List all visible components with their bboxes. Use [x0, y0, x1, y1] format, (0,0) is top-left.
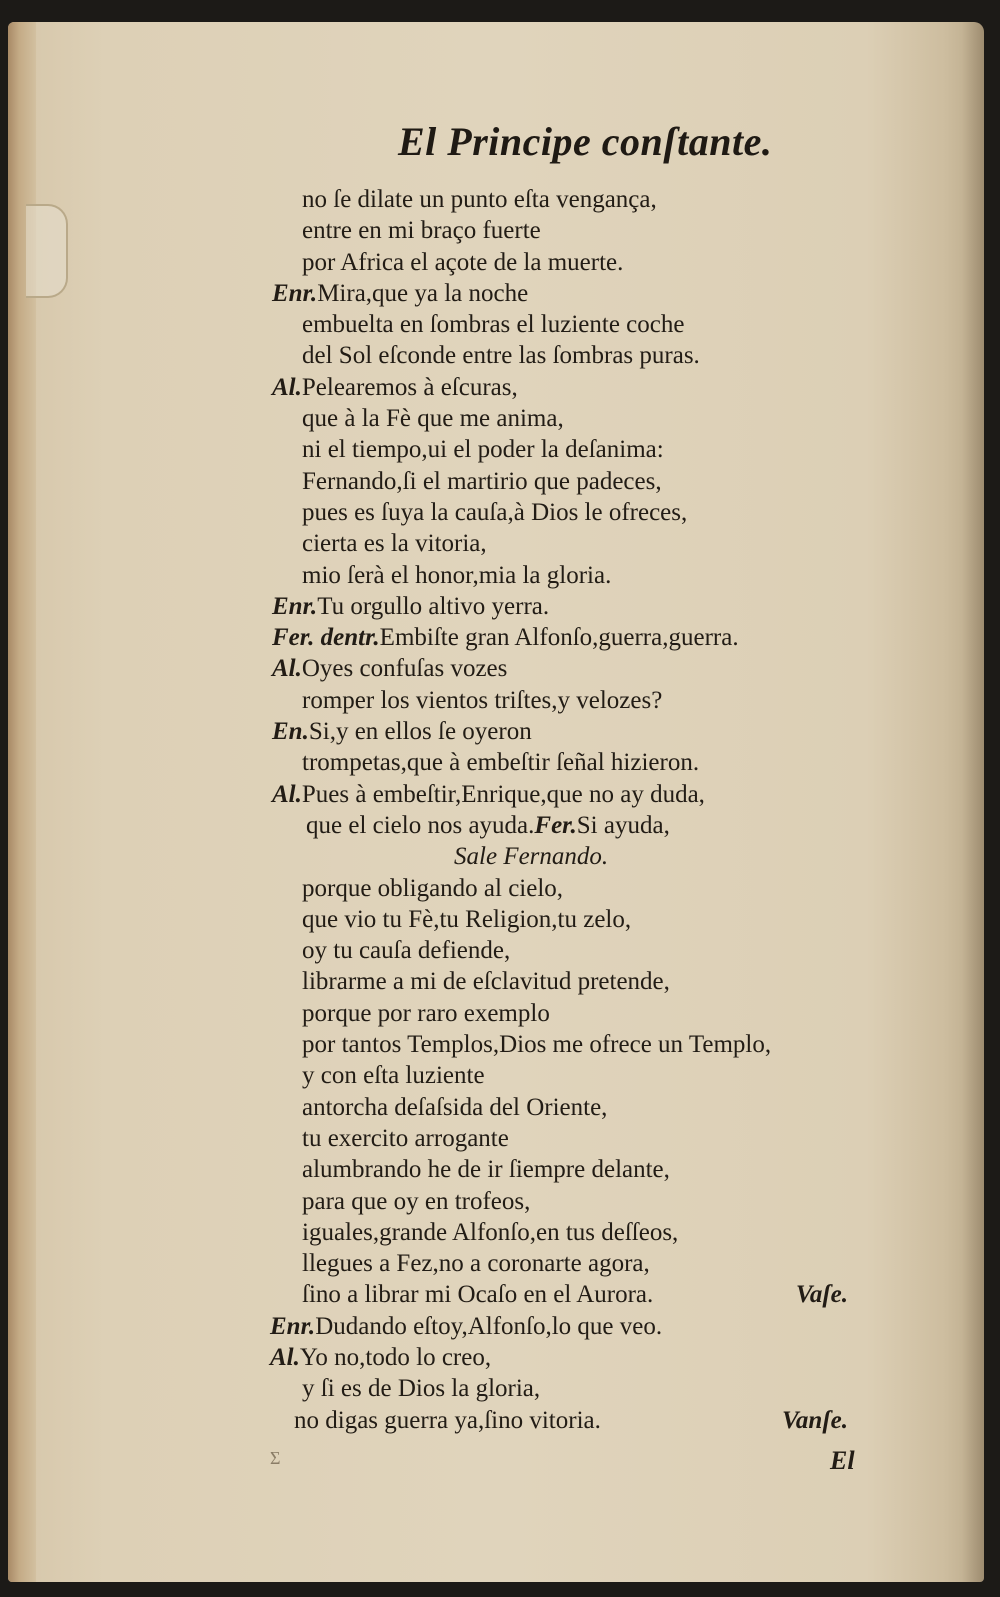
verse-text: Pues à embeſtir,Enrique,que no ay duda,	[301, 780, 705, 808]
verse-line	[268, 1248, 848, 1279]
verse-line	[268, 466, 848, 497]
speaker-name: Enr.	[270, 1312, 316, 1340]
verse-text: cierta es la vitoria,	[302, 530, 487, 558]
verse-text: por Africa el açote de la muerte.	[302, 248, 624, 276]
stage-direction: Vaſe.	[795, 1281, 848, 1309]
verse-line	[268, 685, 848, 716]
verse-line	[268, 184, 848, 215]
verse-text: trompetas,que à embeſtir ſeñal hizieron.	[302, 749, 700, 777]
speaker-name: Al.	[272, 373, 302, 401]
verse-line	[268, 434, 848, 465]
verse-line	[268, 372, 848, 403]
verse-text: y con eſta luziente	[302, 1062, 485, 1090]
verse-text: no digas guerra ya,ſino vitoria.	[294, 1406, 601, 1434]
verse-line	[268, 716, 848, 747]
stage-direction: Sale Fernando.	[454, 843, 609, 871]
verse-text: ni el tiempo,ui el poder la deſanima:	[302, 436, 664, 464]
verse-text: Embiſte gran Alfonſo,guerra,guerra.	[379, 624, 739, 652]
verse-line	[268, 403, 848, 434]
running-head: El Principe conſtante.	[398, 119, 773, 164]
verse-line	[268, 278, 848, 309]
speaker-name: Al.	[270, 1343, 300, 1371]
verse-line	[268, 1217, 848, 1248]
verse-line	[268, 497, 848, 528]
verse-line	[268, 1405, 848, 1436]
verse-text: Oyes confuſas vozes	[301, 655, 508, 683]
verse-text: Pelearemos à eſcuras,	[301, 373, 518, 401]
verse-line	[268, 779, 848, 810]
verse-line	[268, 247, 848, 278]
verse-line	[268, 591, 848, 622]
verse-text: y ſi es de Dios la gloria,	[302, 1375, 541, 1403]
verse-line	[268, 841, 848, 872]
speaker-name: Enr.	[272, 279, 318, 307]
verse-text: mio ſerà el honor,mia la gloria.	[302, 561, 612, 589]
verse-text: romper los vientos triſtes,y velozes?	[302, 686, 663, 714]
verse-line	[268, 1342, 848, 1373]
verse-line	[268, 1186, 848, 1217]
verse-text: embuelta en ſombras el luziente coche	[302, 311, 685, 339]
verse-text: Fernando,ſi el martirio que padeces,	[302, 467, 662, 495]
verse-text: alumbrando he de ir ſiempre delante,	[302, 1156, 670, 1184]
verse-line	[268, 309, 848, 340]
verse-text: Mira,que ya la noche	[317, 279, 529, 307]
verse-text: porque obligando al cielo,	[302, 874, 564, 902]
verse-line	[268, 1092, 848, 1123]
verse-text: pues es ſuya la cauſa,à Dios le ofreces,	[302, 498, 688, 526]
verse-text: iguales,grande Alfonſo,en tus deſſeos,	[302, 1218, 679, 1246]
verse-line	[268, 1029, 848, 1060]
verse-line	[268, 1123, 848, 1154]
verse-text: llegues a Fez,no a coronarte agora,	[302, 1250, 650, 1278]
verse-line	[268, 528, 848, 559]
verse-text: que el cielo nos ayuda.	[306, 811, 535, 839]
verse-line	[268, 998, 848, 1029]
verse-line	[268, 1154, 848, 1185]
verse-text: Yo no,todo lo creo,	[299, 1343, 492, 1371]
verse-line	[268, 1373, 848, 1404]
verse-line	[268, 873, 848, 904]
page-clip-tab	[26, 204, 68, 298]
verse-text: que à la Fè que me anima,	[302, 405, 564, 433]
verse-text: por tantos Templos,Dios me ofrece un Templo,	[302, 1031, 772, 1059]
verse-text: para que oy en trofeos,	[302, 1187, 531, 1215]
page-right-shadow	[962, 22, 984, 1582]
verse-line	[268, 340, 848, 371]
verse-line	[268, 810, 848, 841]
verse-text: tu exercito arrogante	[302, 1124, 509, 1152]
verse-line	[268, 560, 848, 591]
verse-text: Si,y en ellos ſe oyeron	[308, 718, 532, 746]
verse-text: que vio tu Fè,tu Religion,tu zelo,	[302, 905, 632, 933]
verse-line	[268, 1311, 848, 1342]
catchword: El	[830, 1446, 855, 1475]
verse-text: Dudando eſtoy,Alfonſo,lo que veo.	[315, 1312, 663, 1340]
stage-direction: Vanſe.	[782, 1406, 848, 1434]
verse-text-block	[268, 184, 848, 1436]
speaker-name: Al.	[272, 780, 302, 808]
speaker-name: Fer. dentr.	[272, 624, 380, 652]
verse-text: del Sol eſconde entre las ſombras puras.	[302, 342, 700, 370]
verse-line	[268, 653, 848, 684]
speaker-name: Al.	[272, 655, 302, 683]
verse-line	[268, 966, 848, 997]
verse-text: Si ayuda,	[576, 811, 670, 839]
verse-text: Tu orgullo altivo yerra.	[317, 592, 550, 620]
verse-text: porque por raro exemplo	[302, 999, 550, 1027]
signature-mark: Σ	[270, 1448, 281, 1468]
verse-line	[268, 1060, 848, 1091]
speaker-name: Enr.	[272, 592, 318, 620]
speaker-name: Fer.	[534, 811, 577, 839]
verse-text: entre en mi braço fuerte	[302, 217, 541, 245]
verse-text: librarme a mi de eſclavitud pretende,	[302, 968, 670, 996]
verse-text: no ſe dilate un punto eſta vengança,	[302, 186, 657, 213]
verse-text: ſino a librar mi Ocaſo en el Aurora.	[302, 1281, 654, 1309]
verse-line	[268, 747, 848, 778]
verse-line	[268, 215, 848, 246]
verse-line	[268, 1279, 848, 1310]
verse-line	[268, 935, 848, 966]
verse-line	[268, 622, 848, 653]
speaker-name: En.	[272, 718, 309, 746]
verse-text: antorcha deſaſsida del Oriente,	[302, 1093, 608, 1121]
verse-line	[268, 904, 848, 935]
verse-text: oy tu cauſa defiende,	[302, 937, 511, 965]
